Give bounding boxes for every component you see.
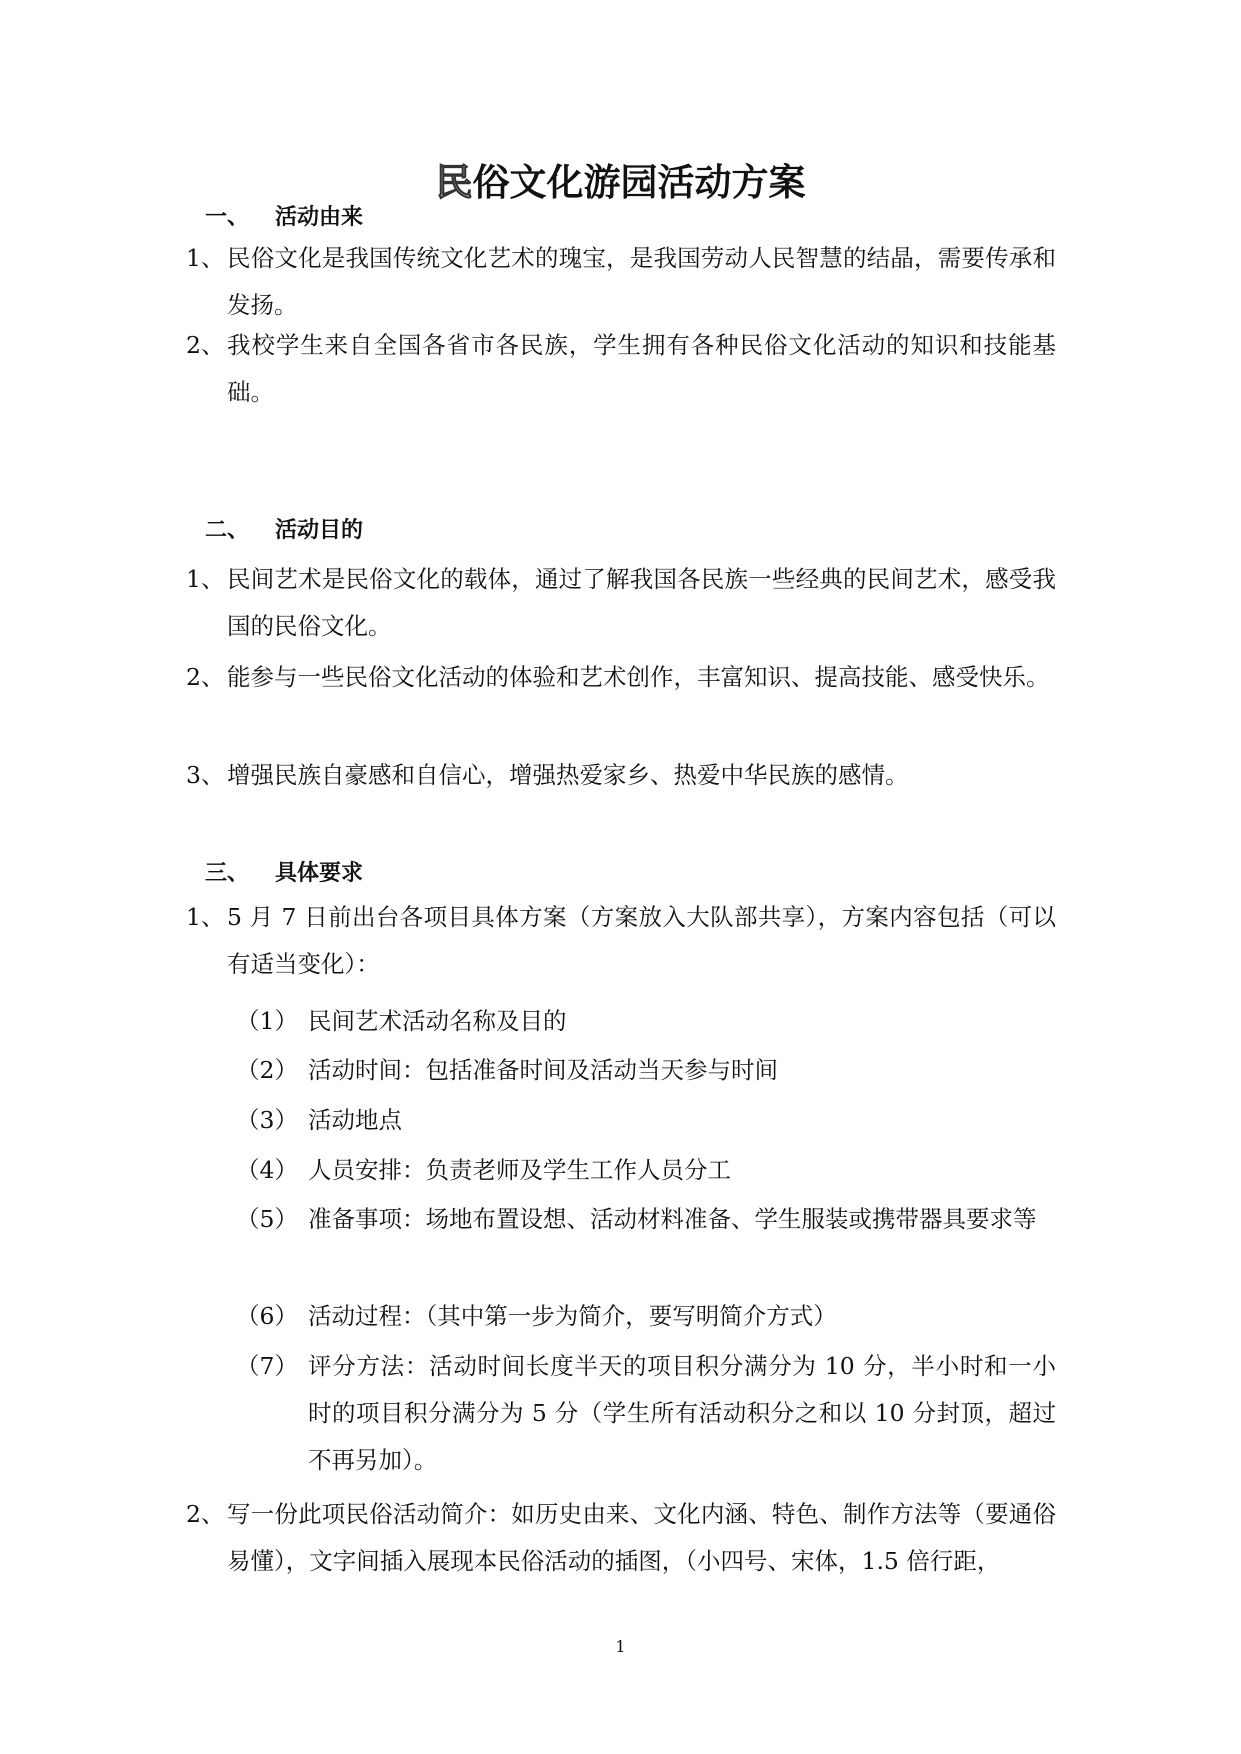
sub-item-text: 评分方法：活动时间长度半天的项目积分满分为 10 分，半小时和一小时的项目积分满分为 5 分（学生所有活动积分之和以 10 分封顶，超过不再另加）。 bbox=[308, 1352, 1056, 1474]
list-item bbox=[186, 322, 1056, 416]
list-item bbox=[186, 654, 1056, 701]
page-number: 1 bbox=[615, 1637, 626, 1656]
list-item bbox=[186, 752, 1056, 799]
sub-item bbox=[236, 1147, 1056, 1194]
item-text: 能参与一些民俗文化活动的体验和艺术创作，丰富知识、提高技能、感受快乐。 bbox=[227, 663, 1050, 691]
sub-item bbox=[236, 1293, 1056, 1340]
list-item bbox=[186, 894, 1056, 988]
title-rest: 俗文化游园活动方案 bbox=[472, 161, 806, 204]
item-text: 我校学生来自全国各省市各民族，学生拥有各种民俗文化活动的知识和技能基础。 bbox=[227, 331, 1056, 406]
sub-item-number: （1） bbox=[236, 1007, 298, 1035]
sub-item-number: （5） bbox=[236, 1205, 298, 1233]
sub-item-text: 准备事项：场地布置设想、活动材料准备、学生服装或携带器具要求等 bbox=[308, 1205, 1037, 1233]
item-text: 民间艺术是民俗文化的载体，通过了解我国各民族一些经典的民间艺术，感受我国的民俗文化。 bbox=[227, 565, 1056, 640]
sub-item-number: （4） bbox=[236, 1156, 298, 1184]
sub-item-number: （2） bbox=[236, 1056, 298, 1084]
sub-item-text: 活动地点 bbox=[308, 1106, 402, 1134]
item-text: 写一份此项民俗活动简介：如历史由来、文化内涵、特色、制作方法等（要通俗易懂），文字间插入展现本民俗活动的插图，（小四号、宋体，1.5 倍行距， bbox=[227, 1500, 1056, 1575]
title-first-char: 民 bbox=[435, 161, 473, 204]
document-title bbox=[0, 158, 1241, 208]
sub-item-number: （6） bbox=[236, 1302, 298, 1330]
item-number: 2、 bbox=[186, 663, 225, 691]
section-heading bbox=[205, 202, 363, 234]
sub-item-text: 民间艺术活动名称及目的 bbox=[308, 1007, 567, 1035]
item-text: 增强民族自豪感和自信心，增强热爱家乡、热爱中华民族的感情。 bbox=[227, 761, 909, 789]
section-heading bbox=[205, 858, 363, 890]
item-text: 5 月 7 日前出台各项目具体方案（方案放入大队部共享），方案内容包括（可以有适当变化）： bbox=[227, 903, 1056, 978]
sub-item bbox=[236, 1097, 1056, 1144]
item-number: 2、 bbox=[186, 1500, 225, 1528]
list-item bbox=[186, 235, 1056, 329]
sub-item-text: 活动过程：（其中第一步为简介，要写明简介方式） bbox=[308, 1302, 837, 1330]
section-title: 活动由来 bbox=[275, 205, 364, 230]
section-number: 三、 bbox=[205, 861, 250, 886]
sub-item bbox=[236, 1047, 1056, 1094]
sub-item bbox=[236, 1343, 1056, 1484]
section-title: 活动目的 bbox=[275, 518, 364, 543]
sub-item bbox=[236, 1196, 1056, 1243]
sub-item-number: （7） bbox=[236, 1352, 298, 1380]
section-title: 具体要求 bbox=[275, 861, 364, 886]
sub-item-text: 活动时间：包括准备时间及活动当天参与时间 bbox=[308, 1056, 778, 1084]
sub-item-number: （3） bbox=[236, 1106, 298, 1134]
item-text: 民俗文化是我国传统文化艺术的瑰宝，是我国劳动人民智慧的结晶，需要传承和发扬。 bbox=[227, 244, 1056, 319]
section-number: 二、 bbox=[205, 518, 250, 543]
item-number: 3、 bbox=[186, 761, 225, 789]
item-number: 2、 bbox=[186, 331, 225, 359]
section-heading bbox=[205, 515, 363, 547]
item-number: 1、 bbox=[186, 244, 225, 272]
list-item bbox=[186, 556, 1056, 650]
list-item bbox=[186, 1491, 1056, 1585]
sub-item bbox=[236, 998, 1056, 1045]
section-number: 一、 bbox=[205, 205, 250, 230]
sub-item-text: 人员安排：负责老师及学生工作人员分工 bbox=[308, 1156, 731, 1184]
item-number: 1、 bbox=[186, 903, 225, 931]
item-number: 1、 bbox=[186, 565, 225, 593]
